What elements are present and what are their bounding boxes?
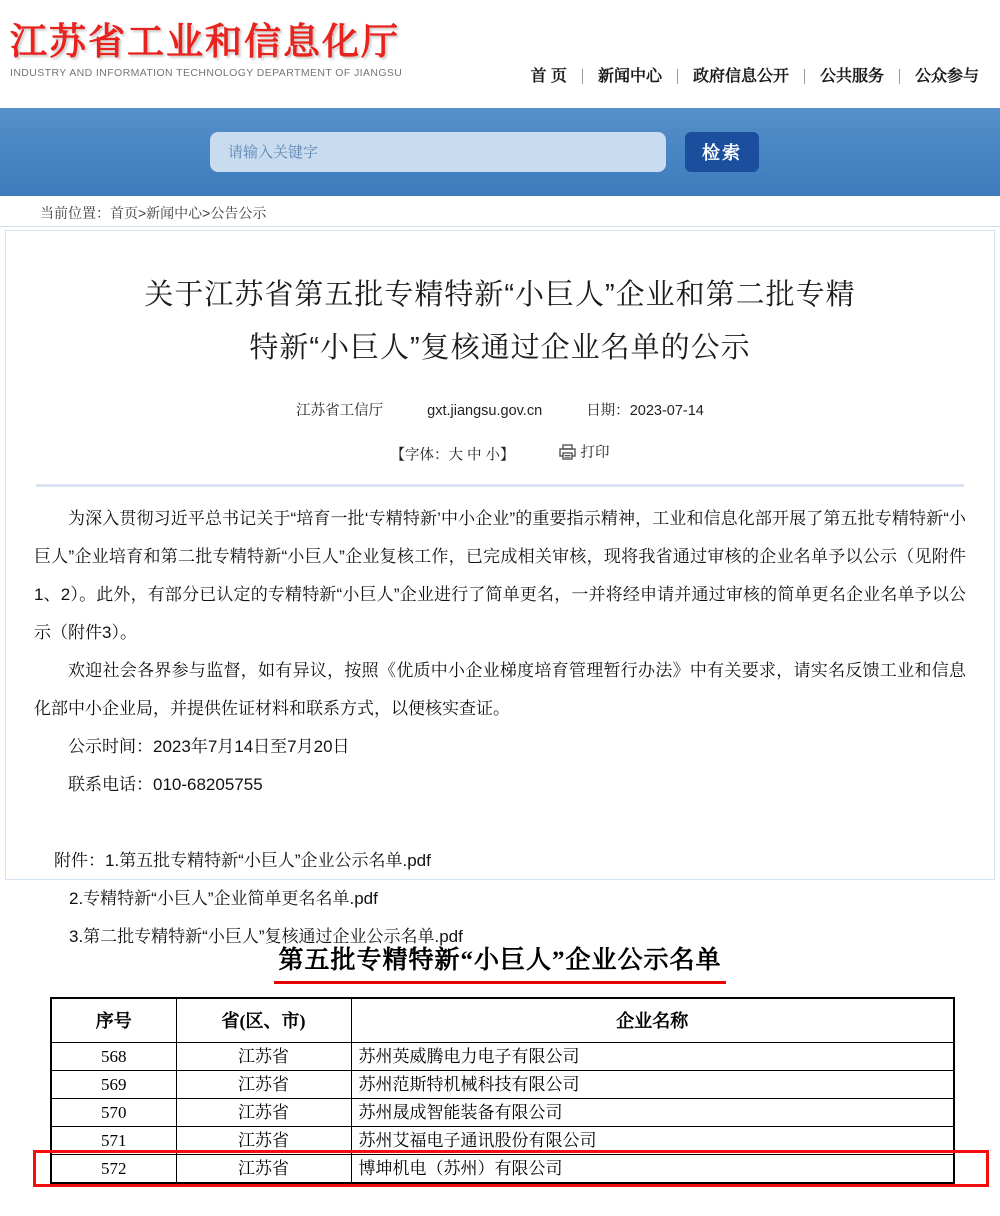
breadcrumb-label: 当前位置： [40,205,110,221]
print-label[interactable]: 打印 [580,445,610,461]
column-header-no: 序号 [51,998,176,1042]
article-body [34,500,966,956]
table-row [51,1098,954,1126]
cell-no: 571 [51,1126,176,1154]
site-logo-subtitle: INDUSTRY AND INFORMATION TECHNOLOGY DEPARTMENT OF JIANGSU [10,67,403,79]
nav-link-news[interactable]: 新闻中心 [597,68,662,85]
nav-item-gov-info[interactable] [677,69,804,84]
column-header-province: 省(区、市) [176,998,351,1042]
attachments [34,842,966,956]
nav-item-participation[interactable] [899,69,994,84]
article-divider [36,484,964,487]
table-row [51,1070,954,1098]
table-title-wrap [0,940,1000,984]
table-wrapper [0,940,1000,1184]
site-logo [10,20,402,79]
cell-company: 博坤机电（苏州）有限公司 [351,1154,954,1183]
table-row-highlighted [51,1154,954,1183]
cell-company: 苏州艾福电子通讯股份有限公司 [351,1126,954,1154]
cell-company: 苏州范斯特机械科技有限公司 [351,1070,954,1098]
font-controls [34,441,966,465]
column-header-company: 企业名称 [351,998,954,1042]
article-date [586,403,704,419]
article-title-line1: 关于江苏省第五批专精特新“小巨人”企业和第二批专精 [144,279,856,311]
cell-company: 苏州晟成智能装备有限公司 [351,1098,954,1126]
table-title: 第五批专精特新“小巨人”企业公示名单 [274,940,725,984]
article-date-value: 2023-07-14 [629,403,704,419]
cell-no: 572 [51,1154,176,1183]
attachment-link-3[interactable]: 3.第二批专精特新“小巨人”复核通过企业公示名单.pdf [69,926,463,946]
article-source: 江苏省工信厅 [296,403,384,419]
table-header-row [51,998,954,1042]
cell-province: 江苏省 [176,1154,351,1183]
article-paragraph-2: 欢迎社会各界参与监督，如有异议，按照《优质中小企业梯度培育管理暂行办法》中有关要求，请实名反馈工业和信息化部中小企业局，并提供佐证材料和联系方式，以便核实查证。 [34,660,966,718]
cell-province: 江苏省 [176,1070,351,1098]
nav-link-participation[interactable]: 公众参与 [914,68,979,85]
nav-item-news[interactable] [582,69,677,84]
font-size-control[interactable]: 【字体：大 中 小】 [390,447,515,464]
top-nav [515,69,994,84]
search-input[interactable] [210,132,666,172]
article-date-label: 日期： [586,403,630,419]
publicity-period: 公示时间：2023年7月14日至7月20日 [68,736,350,756]
nav-item-public-service[interactable] [804,69,899,84]
nav-link-public-service[interactable]: 公共服务 [819,68,884,85]
cell-province: 江苏省 [176,1126,351,1154]
article-title-line2: 特新“小巨人”复核通过企业名单的公示 [249,332,751,364]
article-meta [34,399,966,420]
company-table [50,997,955,1184]
article-paragraph-1: 为深入贯彻习近平总书记关于“培育一批‘专精特新’中小企业”的重要指示精神，工业和信息化部开展了第五批专精特新“小巨人”企业培育和第二批专精特新“小巨人”企业复核工作，已完成相关审核，现将我省通过审核的企业名单予以公示（见附件1、2）。此外，有部分已认定的专精特新“小巨人”企业进行了简单更名，一并将经申请并通过审核的简单更名企业名单予以公示（附件3）。 [34,508,966,642]
article-site: gxt.jiangsu.gov.cn [427,403,543,419]
table-row [51,1126,954,1154]
site-logo-title: 江苏省工业和信息化厅 [10,21,400,62]
contact-phone: 联系电话：010-68205755 [68,774,263,794]
article-title [34,269,966,375]
cell-province: 江苏省 [176,1042,351,1070]
cell-province: 江苏省 [176,1098,351,1126]
nav-link-home[interactable]: 首 页 [530,68,567,85]
cell-no: 568 [51,1042,176,1070]
search-button[interactable]: 检索 [685,132,759,172]
site-header [0,0,1000,108]
breadcrumb [0,196,1000,227]
nav-item-home[interactable] [515,69,581,84]
attachment-item-1 [34,842,966,880]
attachment-link-2[interactable]: 2.专精特新“小巨人”企业简单更名名单.pdf [69,888,378,908]
cell-company: 苏州英威腾电力电子有限公司 [351,1042,954,1070]
cell-no: 570 [51,1098,176,1126]
attachments-label: 附件： [54,850,105,870]
cell-no: 569 [51,1070,176,1098]
breadcrumb-path[interactable]: 首页>新闻中心>公告公示 [110,205,267,221]
article-box [5,230,995,946]
print-button[interactable] [559,441,610,462]
nav-link-gov-info[interactable]: 政府信息公开 [692,68,789,85]
table-row [51,1042,954,1070]
printer-icon [559,444,576,460]
search-banner [0,108,1000,196]
attachment-link-1[interactable]: 1.第五批专精特新“小巨人”企业公示名单.pdf [105,850,431,870]
attachment-item-2 [69,880,966,918]
